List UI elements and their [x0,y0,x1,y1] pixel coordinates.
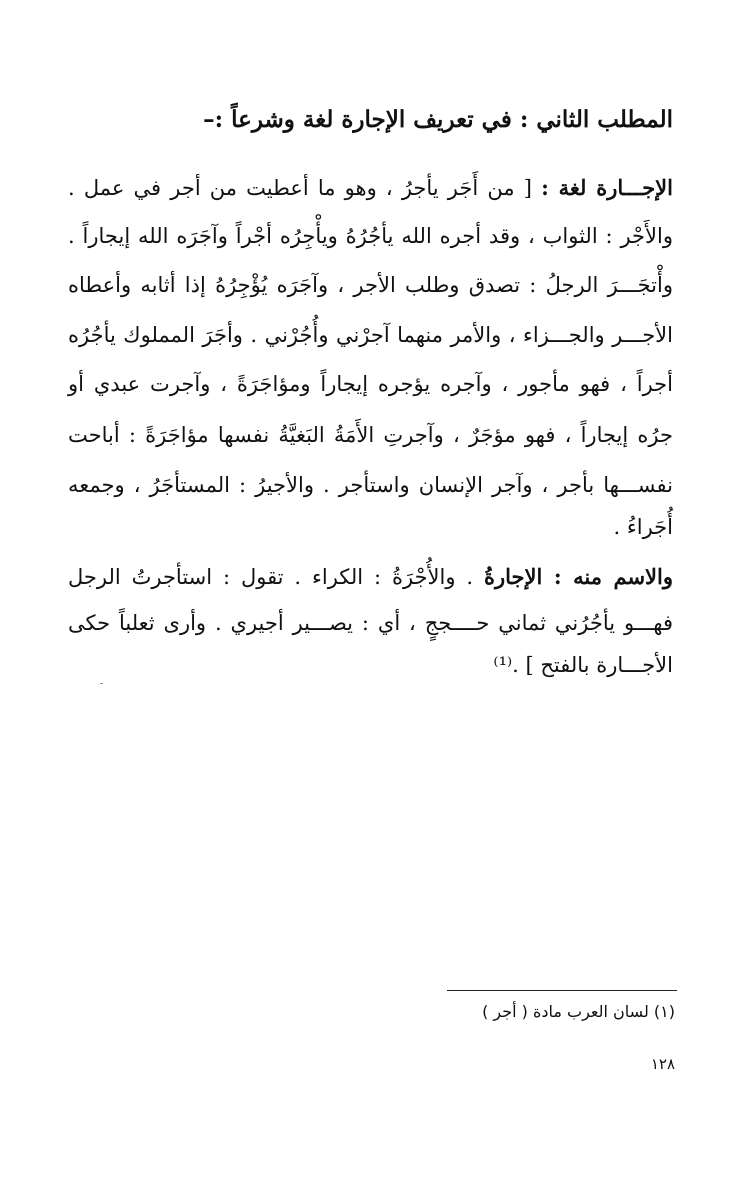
body-line-9: والاسم منه : الإجارةُ . والأُجْرَةُ : الكراء . تقول : استأجرتُ الرجل [68,564,674,589]
section-heading: المطلب الثاني : في تعريف الإجارة لغة وشرعاً :– [203,106,673,133]
body-line-2: والأَجْر : الثواب ، وقد أجره الله يأجُرُهُ ويأْجِرُه أجْراً وآجَرَه الله إيجاراً . [68,224,673,248]
page-number: ١٢٨ [650,1055,675,1073]
body-line-3: وأْتجَـــرَ الرجلُ : تصدق وطلب الأجر ، وآجَرَه يُؤْجِرُهُ إذا أثابه وأعطاه [68,273,673,297]
footnote: (١) لسان العرب مادة ( أجر ) [482,1002,675,1021]
term-ijara-lugha: الإجـــارة لغة : [541,175,673,200]
term-ism: والاسم منه : الإجارةُ [483,564,674,589]
body-line-8: أُجَراءُ . [613,515,673,539]
body-line-5: أجراً ، فهو مأجور ، وآجره يؤجره إيجاراً ومؤاجَرَةً ، وآجرت عبدي أو [68,372,673,396]
body-line-6: جرُه إيجاراً ، فهو مؤجَرٌ ، وآجرتِ الأَمَةُ البَغيَّةُ نفسها مؤاجَرَةً : أباحت [68,423,673,447]
body-line-11: الأجـــارة بالفتح ] .⁽¹⁾ [493,653,673,677]
footnote-separator [447,990,677,991]
body-line-4: الأجـــر والجـــزاء ، والأمر منهما آجرْني وأُجُرْني . وأجَرَ المملوك يأجُرُه [68,323,673,347]
body-line-10: فهـــو يأجُرُني ثماني حــــججٍ ، أي : يصـــير أجيري . وأرى ثعلباً حكى [68,611,673,635]
margin-mark [100,683,103,684]
body-line-1: الإجـــارة لغة : [ من أَجَر يأجرُ ، وهو ما أعطيت من أجر في عمل . [68,175,673,200]
body-line-7: نفســـها بأجر ، وآجر الإنسان واستأجر . والأجيرُ : المستأجَرُ ، وجمعه [68,473,673,497]
